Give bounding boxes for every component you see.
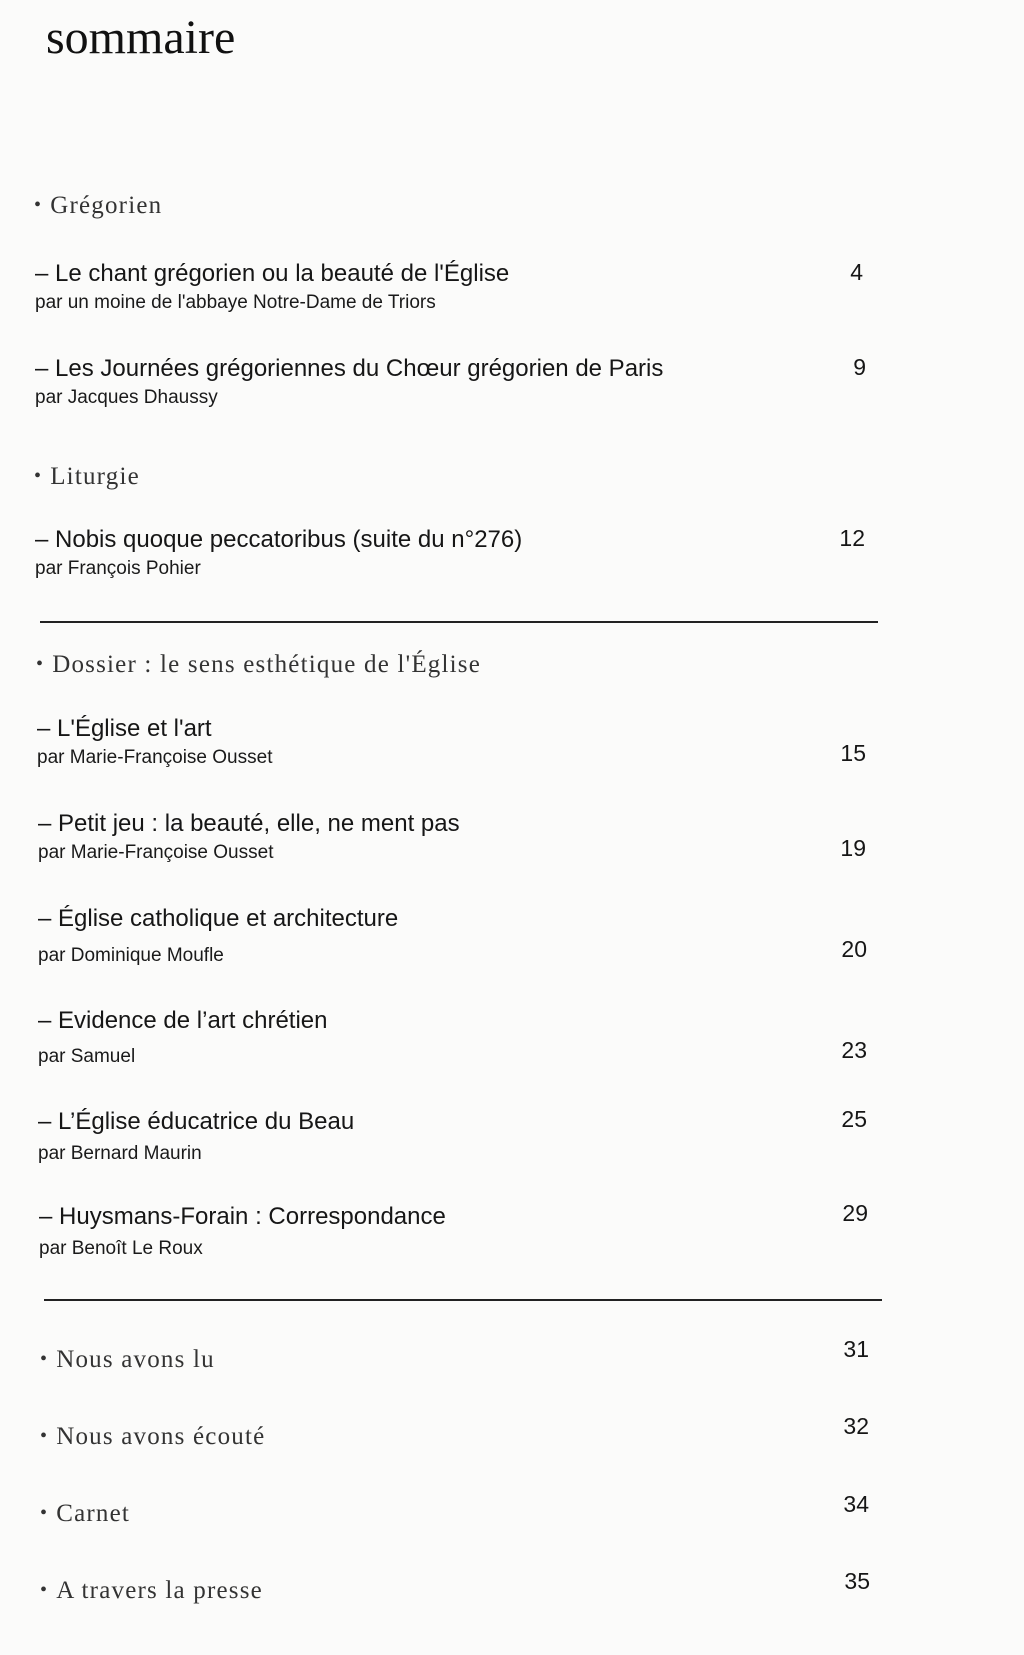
page-number: 25 — [841, 1106, 867, 1132]
article-title[interactable]: – Le chant grégorien ou la beauté de l'Église — [35, 260, 510, 287]
section-heading — [34, 192, 162, 220]
bullet-icon: • — [40, 1348, 49, 1370]
page-number: 31 — [843, 1336, 869, 1362]
section-heading[interactable] — [40, 1577, 263, 1605]
section-heading — [34, 463, 140, 491]
bullet-icon: • — [34, 465, 43, 487]
section-divider — [44, 1299, 882, 1301]
section-label: Liturgie — [50, 463, 140, 490]
article-title[interactable]: – Nobis quoque peccatoribus (suite du n°276) — [35, 526, 523, 553]
article-author: par Samuel — [38, 1046, 136, 1067]
section-label: A travers la presse — [56, 1577, 263, 1604]
page-number: 32 — [843, 1413, 869, 1439]
page-title: sommaire — [46, 11, 236, 64]
article-author: par Jacques Dhaussy — [35, 387, 218, 408]
article-author: par François Pohier — [35, 558, 201, 579]
article-title[interactable]: – Église catholique et architecture — [38, 905, 399, 932]
article-title[interactable]: – Huysmans-Forain : Correspondance — [39, 1203, 446, 1230]
article-author: par un moine de l'abbaye Notre-Dame de Triors — [35, 292, 436, 313]
section-label: Carnet — [56, 1500, 131, 1527]
bullet-icon: • — [40, 1579, 49, 1601]
section-label: Nous avons écouté — [56, 1423, 266, 1450]
page-number: 12 — [839, 525, 865, 551]
page-number: 4 — [850, 259, 863, 285]
section-label: Nous avons lu — [56, 1346, 215, 1373]
article-author: par Marie-Françoise Ousset — [38, 842, 274, 863]
page-number: 23 — [841, 1037, 867, 1063]
article-author: par Bernard Maurin — [38, 1143, 202, 1164]
article-title[interactable]: – L'Église et l'art — [37, 715, 212, 742]
section-heading[interactable] — [40, 1346, 215, 1374]
bullet-icon: • — [36, 653, 45, 675]
article-author: par Benoît Le Roux — [39, 1238, 203, 1259]
section-label: Grégorien — [50, 192, 163, 219]
article-author: par Dominique Moufle — [38, 945, 224, 966]
article-title[interactable]: – L’Église éducatrice du Beau — [38, 1108, 355, 1135]
page-number: 20 — [841, 936, 867, 962]
article-title[interactable]: – Les Journées grégoriennes du Chœur grégorien de Paris — [35, 355, 664, 382]
bullet-icon: • — [40, 1502, 49, 1524]
article-title[interactable]: – Petit jeu : la beauté, elle, ne ment pas — [38, 810, 460, 837]
page-number: 19 — [840, 835, 866, 861]
section-heading[interactable] — [40, 1500, 130, 1528]
bullet-icon: • — [34, 194, 43, 216]
article-title[interactable]: – Evidence de l’art chrétien — [38, 1007, 328, 1034]
page-number: 34 — [843, 1491, 869, 1517]
page-number: 15 — [840, 740, 866, 766]
page-number: 29 — [842, 1200, 868, 1226]
article-author: par Marie-Françoise Ousset — [37, 747, 273, 768]
page-number: 35 — [844, 1568, 870, 1594]
section-heading[interactable] — [40, 1423, 265, 1451]
bullet-icon: • — [40, 1425, 49, 1447]
section-heading — [36, 651, 481, 679]
section-label: Dossier : le sens esthétique de l'Église — [52, 651, 482, 678]
page-number: 9 — [853, 354, 866, 380]
section-divider — [40, 621, 878, 623]
